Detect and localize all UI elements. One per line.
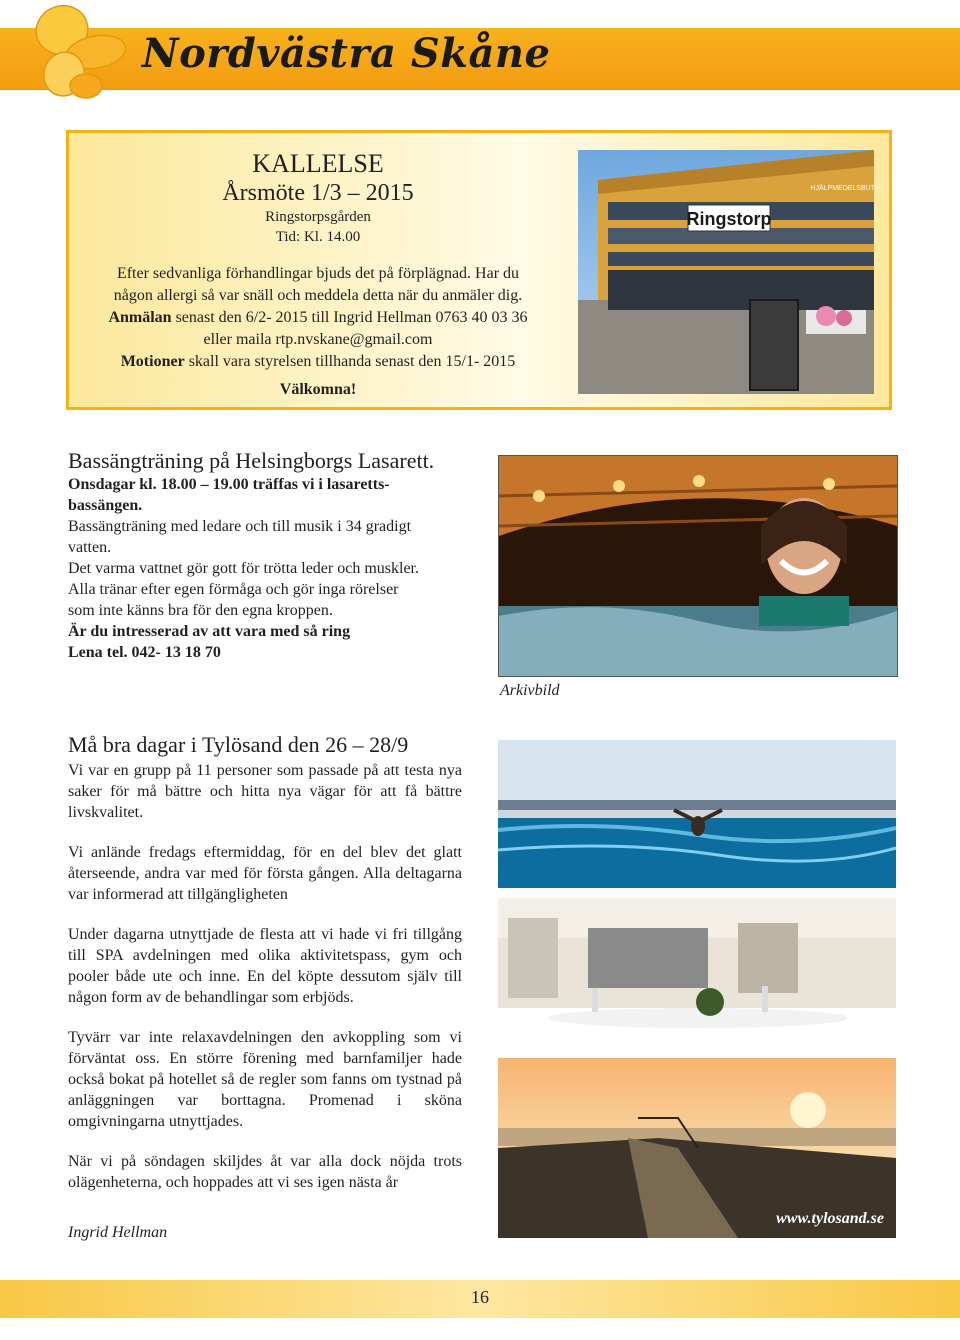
tylosand-paragraph: Tyvärr var inte relaxavdelningen den avkoppling som vi förväntat oss. En större förening med barnfamiljer hade också bokat på hotellet så de regler som fanns om tystnad på anläggningen var borttagna. Promenad i sköna omgivningarna utnyttjades.: [68, 1029, 462, 1130]
photo-caption: Arkivbild: [500, 682, 560, 699]
restaurant-photo: [498, 898, 896, 1048]
meeting-time: Tid: Kl. 14.00: [275, 229, 361, 245]
pool-heading: Bassängträning på Helsingborgs Lasarett.: [68, 448, 435, 473]
motioner-text: skall vara styrelsen tillhanda senast den 15/1- 2015: [184, 353, 516, 370]
pool-text: som inte känns bra för den egna kroppen.: [68, 602, 333, 619]
kallelse-line: [85, 351, 551, 373]
tylosand-paragraph: När vi på söndagen skiljdes åt var alla dock nöjda trots olägenheterna, och hoppades att vi ses igen nästa år: [68, 1153, 462, 1191]
pool-text: Det varma vattnet gör gott för trötta leder och muskler.: [68, 560, 419, 577]
tylosand-paragraph: Under dagarna utnyttjade de flesta att vi hade vi fri tillgång till SPA avdelningen med olika aktivitetspass, gym och pooler både ute och inne. En del köpte dessutom själv till någon form av de behandlingar som erbjöds.: [68, 926, 462, 1006]
kallelse-heading: KALLELSE: [252, 149, 384, 178]
ringstorp-building-photo: [578, 150, 882, 394]
pool-schedule: Onsdagar kl. 18.00 – 19.00 träffas vi i lasaretts-: [68, 476, 390, 493]
page-number: 16: [471, 1287, 489, 1307]
kallelse-line: eller maila rtp.nvskane@gmail.com: [203, 331, 433, 348]
website-link[interactable]: www.tylosand.se: [776, 1210, 884, 1227]
kallelse-line: [85, 307, 551, 329]
pool-section: [68, 448, 488, 663]
outdoor-pool-photo: [498, 740, 896, 888]
author-name: Ingrid Hellman: [68, 1224, 168, 1241]
beach-sunset-photo: [498, 1058, 896, 1238]
pool-text: Bassängträning med ledare och till musik i 34 gradigt: [68, 518, 412, 535]
pool-photo: [498, 455, 898, 677]
motioner-label: Motioner: [120, 353, 185, 370]
kallelse-line: Efter sedvanliga förhandlingar bjuds det på förplägnad. Har du: [116, 265, 520, 282]
pool-contact: Lena tel. 042- 13 18 70: [68, 644, 221, 661]
pool-text: Alla tränar efter egen förmåga och gör inga rörelser: [68, 581, 399, 598]
pool-text: vatten.: [68, 539, 112, 556]
tylosand-heading: Må bra dagar i Tylösand den 26 – 28/9: [68, 732, 409, 757]
pool-schedule: bassängen.: [68, 497, 143, 514]
page-title: Nordvästra Skåne: [142, 30, 551, 77]
kallelse-text: [85, 149, 551, 401]
anmalan-label: Anmälan: [108, 309, 172, 326]
pool-contact: Är du intresserad av att vara med så ring: [68, 623, 351, 640]
anmalan-text: senast den 6/2- 2015 till Ingrid Hellman 0763 40 03 36: [171, 309, 528, 326]
tylosand-paragraph: Vi anlände fredags eftermiddag, för en del blev det glatt återseende, andra var med för första gången. Alla deltagarna var informerad att tillgängligheten: [68, 844, 462, 903]
tylosand-section: [68, 732, 462, 1193]
kallelse-line: någon allergi så var snäll och meddela detta när du anmäler dig.: [113, 287, 523, 304]
ringstorp-sign: Ringstorp: [686, 209, 772, 229]
annual-meeting-date: Årsmöte 1/3 – 2015: [222, 180, 414, 206]
welcome-text: Välkomna!: [279, 381, 357, 398]
shop-sign: HJÄLPMEDELSBUTIK: [810, 185, 882, 192]
tylosand-paragraph: Vi var en grupp på 11 personer som passade på att testa nya saker för må bättre och hitta nya vägar för att få bättre livskvalitet.: [68, 762, 462, 821]
venue: Ringstorpsgården: [265, 209, 371, 225]
butterfly-icon: [28, 0, 138, 110]
